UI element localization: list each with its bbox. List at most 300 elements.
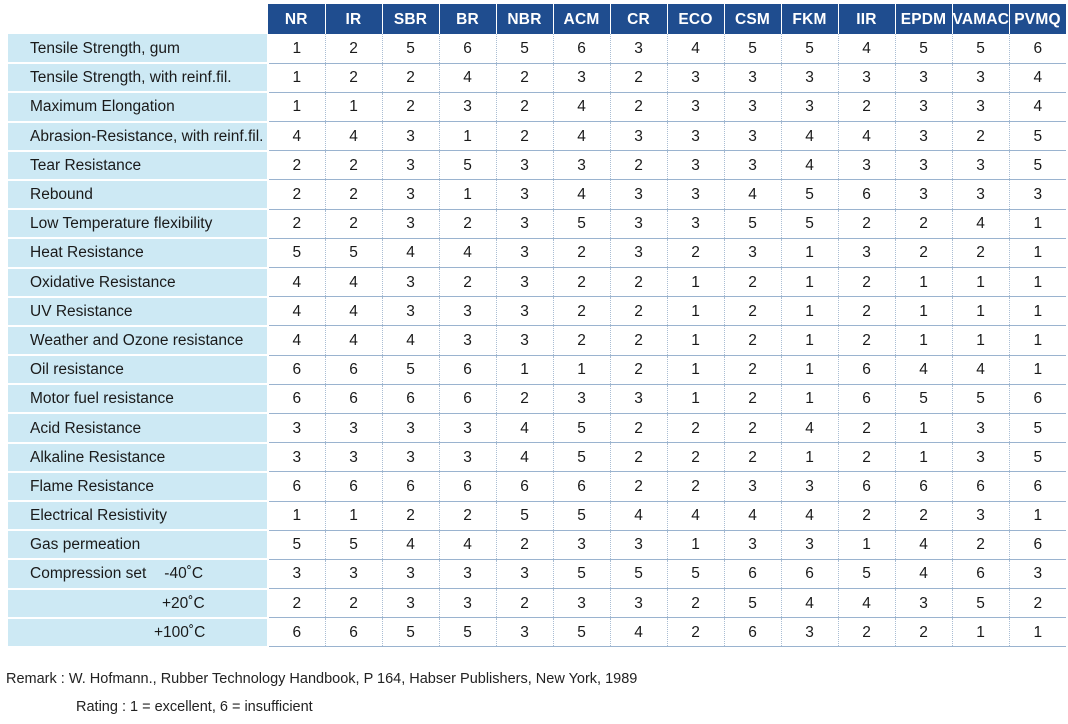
- rating-cell-br: 3: [439, 559, 496, 588]
- rating-cell-csm: 2: [724, 326, 781, 355]
- rating-cell-csm: 4: [724, 501, 781, 530]
- rating-cell-eco: 4: [667, 34, 724, 63]
- rating-cell-br: 4: [439, 530, 496, 559]
- rating-cell-nbr: 5: [496, 501, 553, 530]
- rating-cell-csm: 5: [724, 209, 781, 238]
- rating-cell-nr: 2: [268, 209, 325, 238]
- rating-cell-br: 4: [439, 63, 496, 92]
- rating-cell-ir: 4: [325, 326, 382, 355]
- rating-cell-eco: 2: [667, 443, 724, 472]
- rating-cell-acm: 2: [553, 297, 610, 326]
- rating-cell-fkm: 3: [781, 63, 838, 92]
- rating-cell-epdm: 3: [895, 63, 952, 92]
- rating-cell-fkm: 3: [781, 472, 838, 501]
- row-label-cell: [8, 384, 268, 413]
- rating-cell-nr: 1: [268, 63, 325, 92]
- row-label-cell: [8, 443, 268, 472]
- rating-cell-cr: 3: [610, 34, 667, 63]
- column-header-nbr: NBR: [496, 4, 553, 34]
- rating-cell-csm: 2: [724, 297, 781, 326]
- rating-cell-iir: 2: [838, 326, 895, 355]
- rating-cell-eco: 2: [667, 238, 724, 267]
- table-row: [8, 151, 1066, 180]
- rating-cell-sbr: 5: [382, 34, 439, 63]
- row-label-cell: [8, 472, 268, 501]
- column-header-br: BR: [439, 4, 496, 34]
- rating-cell-acm: 2: [553, 326, 610, 355]
- rating-cell-iir: 4: [838, 34, 895, 63]
- rating-cell-nr: 6: [268, 472, 325, 501]
- rating-cell-iir: 6: [838, 384, 895, 413]
- column-header-sbr: SBR: [382, 4, 439, 34]
- rating-cell-nr: 6: [268, 355, 325, 384]
- rating-cell-csm: 3: [724, 472, 781, 501]
- column-header-iir: IIR: [838, 4, 895, 34]
- rating-cell-sbr: 6: [382, 384, 439, 413]
- rating-cell-br: 3: [439, 297, 496, 326]
- table-row: [8, 92, 1066, 121]
- row-label-cell: [8, 92, 268, 121]
- rating-cell-acm: 5: [553, 413, 610, 442]
- rating-cell-eco: 2: [667, 472, 724, 501]
- rating-cell-csm: 4: [724, 180, 781, 209]
- rating-cell-sbr: 5: [382, 618, 439, 647]
- rating-cell-fkm: 3: [781, 530, 838, 559]
- rating-cell-epdm: 1: [895, 268, 952, 297]
- rating-cell-ir: 6: [325, 355, 382, 384]
- rating-cell-vamac: 5: [952, 384, 1009, 413]
- rating-cell-br: 6: [439, 34, 496, 63]
- table-row: [8, 472, 1066, 501]
- rating-cell-csm: 3: [724, 238, 781, 267]
- rating-cell-fkm: 1: [781, 355, 838, 384]
- rating-cell-csm: 3: [724, 151, 781, 180]
- row-label-cell: [8, 326, 268, 355]
- rating-cell-ir: 5: [325, 238, 382, 267]
- table-header-row: [8, 4, 1066, 34]
- row-label-cell: [8, 559, 268, 588]
- rating-cell-br: 3: [439, 326, 496, 355]
- rating-cell-eco: 1: [667, 384, 724, 413]
- rating-cell-pvmq: 5: [1009, 413, 1066, 442]
- rating-cell-csm: 2: [724, 413, 781, 442]
- row-label-cell: [8, 238, 268, 267]
- rating-cell-nbr: 2: [496, 122, 553, 151]
- rating-cell-epdm: 4: [895, 559, 952, 588]
- row-label-cell: [8, 268, 268, 297]
- rating-cell-epdm: 1: [895, 443, 952, 472]
- column-header-nr: NR: [268, 4, 325, 34]
- rating-cell-nbr: 3: [496, 151, 553, 180]
- rating-cell-nbr: 2: [496, 92, 553, 121]
- rating-cell-ir: 6: [325, 472, 382, 501]
- rating-cell-iir: 2: [838, 501, 895, 530]
- column-header-fkm: FKM: [781, 4, 838, 34]
- rating-cell-cr: 3: [610, 122, 667, 151]
- column-header-csm: CSM: [724, 4, 781, 34]
- rating-cell-csm: 3: [724, 122, 781, 151]
- rating-cell-csm: 2: [724, 443, 781, 472]
- rating-cell-sbr: 3: [382, 443, 439, 472]
- rating-cell-csm: 3: [724, 63, 781, 92]
- rating-cell-vamac: 3: [952, 63, 1009, 92]
- rating-cell-acm: 1: [553, 355, 610, 384]
- rating-cell-vamac: 5: [952, 34, 1009, 63]
- table-row: [8, 268, 1066, 297]
- rating-cell-csm: 6: [724, 559, 781, 588]
- rating-cell-fkm: 1: [781, 384, 838, 413]
- rating-cell-ir: 3: [325, 443, 382, 472]
- rating-cell-nr: 1: [268, 92, 325, 121]
- rating-cell-nbr: 3: [496, 618, 553, 647]
- rating-cell-epdm: 1: [895, 413, 952, 442]
- row-label: Oxidative Resistance: [30, 273, 176, 291]
- rating-cell-epdm: 2: [895, 501, 952, 530]
- rating-cell-vamac: 6: [952, 472, 1009, 501]
- table-row: [8, 443, 1066, 472]
- rating-cell-pvmq: 4: [1009, 63, 1066, 92]
- row-label: Flame Resistance: [30, 477, 155, 495]
- row-label-cell: [8, 618, 268, 647]
- rating-cell-nbr: 2: [496, 384, 553, 413]
- row-label-cell: [8, 122, 268, 151]
- rating-cell-vamac: 1: [952, 326, 1009, 355]
- rating-cell-epdm: 3: [895, 151, 952, 180]
- rating-cell-fkm: 1: [781, 268, 838, 297]
- rating-cell-epdm: 5: [895, 384, 952, 413]
- row-label: Weather and Ozone resistance: [30, 331, 244, 349]
- rating-cell-pvmq: 1: [1009, 268, 1066, 297]
- rating-cell-cr: 3: [610, 384, 667, 413]
- rating-cell-nbr: 2: [496, 63, 553, 92]
- rating-cell-nbr: 3: [496, 209, 553, 238]
- rating-cell-vamac: 1: [952, 268, 1009, 297]
- rating-cell-vamac: 1: [952, 297, 1009, 326]
- rating-cell-fkm: 1: [781, 297, 838, 326]
- rating-cell-sbr: 4: [382, 238, 439, 267]
- rating-cell-ir: 6: [325, 384, 382, 413]
- rating-cell-acm: 6: [553, 472, 610, 501]
- rating-cell-ir: 2: [325, 180, 382, 209]
- rating-cell-cr: 2: [610, 472, 667, 501]
- rating-cell-nbr: 3: [496, 268, 553, 297]
- rating-cell-iir: 3: [838, 63, 895, 92]
- row-label: Motor fuel resistance: [30, 390, 174, 408]
- table-row: [8, 559, 1066, 588]
- rating-cell-ir: 1: [325, 92, 382, 121]
- rating-cell-pvmq: 6: [1009, 384, 1066, 413]
- row-label-cell: [8, 297, 268, 326]
- rating-cell-cr: 4: [610, 618, 667, 647]
- remark-source: Remark : W. Hofmann., Rubber Technology Handbook, P 164, Habser Publishers, New York, 1989: [6, 671, 638, 687]
- rating-cell-nr: 4: [268, 268, 325, 297]
- rating-cell-nr: 2: [268, 151, 325, 180]
- table-row: [8, 501, 1066, 530]
- row-label-cell: [8, 589, 268, 618]
- rating-cell-pvmq: 5: [1009, 151, 1066, 180]
- rating-cell-pvmq: 1: [1009, 501, 1066, 530]
- rating-cell-epdm: 3: [895, 92, 952, 121]
- rating-cell-csm: 2: [724, 384, 781, 413]
- rating-cell-sbr: 3: [382, 209, 439, 238]
- rating-cell-acm: 4: [553, 180, 610, 209]
- table-row: [8, 122, 1066, 151]
- rating-cell-nbr: 3: [496, 559, 553, 588]
- rating-cell-vamac: 3: [952, 92, 1009, 121]
- rating-cell-eco: 3: [667, 180, 724, 209]
- rating-cell-nr: 2: [268, 589, 325, 618]
- table-row: [8, 530, 1066, 559]
- row-label-cell: [8, 413, 268, 442]
- rating-cell-iir: 3: [838, 151, 895, 180]
- table-row: [8, 326, 1066, 355]
- rating-cell-nr: 5: [268, 238, 325, 267]
- rating-cell-ir: 1: [325, 501, 382, 530]
- rating-cell-eco: 5: [667, 559, 724, 588]
- rating-cell-sbr: 3: [382, 413, 439, 442]
- rating-cell-fkm: 5: [781, 34, 838, 63]
- rating-cell-nbr: 2: [496, 530, 553, 559]
- rating-cell-iir: 2: [838, 413, 895, 442]
- rating-cell-cr: 3: [610, 238, 667, 267]
- row-sublabel-temperature: +100˚C: [154, 623, 206, 641]
- rating-cell-nbr: 3: [496, 180, 553, 209]
- rating-cell-acm: 2: [553, 238, 610, 267]
- rating-cell-eco: 3: [667, 63, 724, 92]
- rating-cell-sbr: 3: [382, 559, 439, 588]
- rating-cell-sbr: 3: [382, 151, 439, 180]
- rating-cell-nr: 6: [268, 384, 325, 413]
- rating-cell-nbr: 6: [496, 472, 553, 501]
- rating-cell-iir: 2: [838, 268, 895, 297]
- rating-cell-fkm: 4: [781, 589, 838, 618]
- rating-cell-fkm: 6: [781, 559, 838, 588]
- rating-cell-fkm: 5: [781, 180, 838, 209]
- rating-cell-nr: 4: [268, 297, 325, 326]
- rating-cell-sbr: 6: [382, 472, 439, 501]
- rating-cell-nbr: 2: [496, 589, 553, 618]
- rating-cell-acm: 4: [553, 92, 610, 121]
- rating-cell-cr: 4: [610, 501, 667, 530]
- rating-cell-eco: 3: [667, 122, 724, 151]
- rating-cell-cr: 3: [610, 209, 667, 238]
- rating-cell-br: 6: [439, 472, 496, 501]
- rating-cell-ir: 2: [325, 209, 382, 238]
- rating-cell-epdm: 5: [895, 34, 952, 63]
- table-row: [8, 384, 1066, 413]
- rating-cell-acm: 5: [553, 443, 610, 472]
- row-label: Tear Resistance: [30, 156, 142, 174]
- rating-cell-iir: 2: [838, 92, 895, 121]
- rating-cell-ir: 3: [325, 559, 382, 588]
- rating-cell-iir: 4: [838, 122, 895, 151]
- rating-cell-vamac: 3: [952, 501, 1009, 530]
- rating-cell-fkm: 5: [781, 209, 838, 238]
- rating-cell-fkm: 1: [781, 443, 838, 472]
- rating-cell-iir: 5: [838, 559, 895, 588]
- row-label: Rebound: [30, 186, 93, 204]
- rating-cell-eco: 4: [667, 501, 724, 530]
- rating-cell-br: 5: [439, 618, 496, 647]
- rating-cell-epdm: 4: [895, 355, 952, 384]
- rating-cell-acm: 6: [553, 34, 610, 63]
- rating-cell-br: 1: [439, 180, 496, 209]
- rating-cell-sbr: 2: [382, 63, 439, 92]
- rating-cell-nbr: 1: [496, 355, 553, 384]
- rating-cell-cr: 3: [610, 530, 667, 559]
- rating-cell-acm: 3: [553, 63, 610, 92]
- rubber-properties-table-container: [8, 4, 1066, 648]
- rating-cell-acm: 3: [553, 530, 610, 559]
- rating-cell-fkm: 4: [781, 413, 838, 442]
- rating-cell-sbr: 3: [382, 268, 439, 297]
- rating-cell-iir: 1: [838, 530, 895, 559]
- row-label-cell: [8, 501, 268, 530]
- rating-cell-vamac: 2: [952, 530, 1009, 559]
- rating-cell-nr: 2: [268, 180, 325, 209]
- rating-cell-br: 3: [439, 92, 496, 121]
- rating-cell-br: 5: [439, 151, 496, 180]
- row-label: Tensile Strength, gum: [30, 39, 180, 57]
- rating-cell-vamac: 2: [952, 238, 1009, 267]
- rating-legend: Rating : 1 = excellent, 6 = insufficient: [76, 699, 313, 715]
- rating-cell-cr: 2: [610, 297, 667, 326]
- row-label: Gas permeation: [30, 536, 141, 554]
- rating-cell-cr: 2: [610, 92, 667, 121]
- column-header-vamac: VAMAC: [952, 4, 1009, 34]
- rating-cell-ir: 2: [325, 589, 382, 618]
- rating-cell-csm: 3: [724, 530, 781, 559]
- rating-cell-sbr: 2: [382, 501, 439, 530]
- rating-cell-csm: 2: [724, 355, 781, 384]
- rating-cell-br: 1: [439, 122, 496, 151]
- row-label: Abrasion-Resistance, with reinf.fil.: [30, 127, 264, 145]
- rating-cell-nr: 6: [268, 618, 325, 647]
- column-header-eco: ECO: [667, 4, 724, 34]
- rating-cell-iir: 2: [838, 618, 895, 647]
- rating-cell-iir: 4: [838, 589, 895, 618]
- rating-cell-iir: 2: [838, 297, 895, 326]
- rating-cell-iir: 3: [838, 238, 895, 267]
- column-header-epdm: EPDM: [895, 4, 952, 34]
- rating-cell-nr: 4: [268, 326, 325, 355]
- row-label-cell: [8, 209, 268, 238]
- rating-cell-eco: 3: [667, 209, 724, 238]
- row-sublabel-temperature: -40˚C: [164, 565, 204, 583]
- rating-cell-acm: 3: [553, 384, 610, 413]
- rating-cell-acm: 5: [553, 559, 610, 588]
- rating-cell-nr: 5: [268, 530, 325, 559]
- rating-cell-cr: 3: [610, 180, 667, 209]
- rating-cell-eco: 3: [667, 92, 724, 121]
- rating-cell-epdm: 2: [895, 238, 952, 267]
- rating-cell-cr: 2: [610, 63, 667, 92]
- rating-cell-pvmq: 1: [1009, 355, 1066, 384]
- rating-cell-cr: 2: [610, 413, 667, 442]
- rating-cell-eco: 2: [667, 413, 724, 442]
- rating-cell-ir: 2: [325, 151, 382, 180]
- rating-cell-br: 3: [439, 589, 496, 618]
- rating-cell-vamac: 5: [952, 589, 1009, 618]
- rating-cell-br: 3: [439, 413, 496, 442]
- row-label-cell: [8, 355, 268, 384]
- remarks-block: [6, 665, 637, 721]
- rating-cell-nbr: 4: [496, 443, 553, 472]
- rating-cell-pvmq: 3: [1009, 559, 1066, 588]
- rating-cell-cr: 2: [610, 355, 667, 384]
- rating-cell-fkm: 4: [781, 151, 838, 180]
- rating-cell-pvmq: 1: [1009, 618, 1066, 647]
- rating-cell-epdm: 4: [895, 530, 952, 559]
- rating-cell-acm: 5: [553, 501, 610, 530]
- rating-cell-nr: 1: [268, 501, 325, 530]
- table-row: [8, 618, 1066, 647]
- row-label-cell: [8, 180, 268, 209]
- rating-cell-br: 6: [439, 355, 496, 384]
- table-row: [8, 34, 1066, 63]
- row-label: Acid Resistance: [30, 419, 142, 437]
- rating-cell-eco: 1: [667, 326, 724, 355]
- rating-cell-vamac: 6: [952, 559, 1009, 588]
- rating-cell-nr: 4: [268, 122, 325, 151]
- rating-cell-ir: 6: [325, 618, 382, 647]
- rating-cell-pvmq: 4: [1009, 92, 1066, 121]
- rating-cell-fkm: 4: [781, 501, 838, 530]
- rating-cell-eco: 1: [667, 355, 724, 384]
- table-row: [8, 297, 1066, 326]
- rating-cell-eco: 2: [667, 618, 724, 647]
- rating-cell-ir: 4: [325, 122, 382, 151]
- table-row: [8, 238, 1066, 267]
- row-label: Heat Resistance: [30, 244, 144, 262]
- rating-cell-vamac: 3: [952, 180, 1009, 209]
- table-row: [8, 209, 1066, 238]
- rating-cell-sbr: 3: [382, 589, 439, 618]
- rating-cell-br: 2: [439, 501, 496, 530]
- rating-cell-vamac: 4: [952, 209, 1009, 238]
- rating-cell-eco: 1: [667, 297, 724, 326]
- table-row: [8, 413, 1066, 442]
- rating-cell-acm: 5: [553, 618, 610, 647]
- rating-cell-sbr: 5: [382, 355, 439, 384]
- rating-cell-sbr: 3: [382, 297, 439, 326]
- rating-cell-epdm: 1: [895, 297, 952, 326]
- rating-cell-fkm: 1: [781, 326, 838, 355]
- rating-cell-vamac: 3: [952, 443, 1009, 472]
- table-row: [8, 63, 1066, 92]
- rating-cell-sbr: 3: [382, 180, 439, 209]
- rating-cell-sbr: 3: [382, 122, 439, 151]
- row-label: Maximum Elongation: [30, 98, 175, 116]
- table-row: [8, 180, 1066, 209]
- rating-cell-iir: 2: [838, 443, 895, 472]
- row-label: UV Resistance: [30, 302, 133, 320]
- rating-cell-sbr: 4: [382, 326, 439, 355]
- rating-cell-br: 2: [439, 209, 496, 238]
- rating-cell-epdm: 2: [895, 618, 952, 647]
- rating-cell-nbr: 4: [496, 413, 553, 442]
- rating-cell-acm: 3: [553, 589, 610, 618]
- rating-cell-vamac: 1: [952, 618, 1009, 647]
- rating-cell-fkm: 1: [781, 238, 838, 267]
- row-label: Low Temperature flexibility: [30, 215, 213, 233]
- row-label-cell: [8, 34, 268, 63]
- rating-cell-pvmq: 1: [1009, 209, 1066, 238]
- rating-cell-iir: 2: [838, 209, 895, 238]
- rating-cell-pvmq: 6: [1009, 34, 1066, 63]
- rating-cell-cr: 2: [610, 151, 667, 180]
- rating-cell-nr: 1: [268, 34, 325, 63]
